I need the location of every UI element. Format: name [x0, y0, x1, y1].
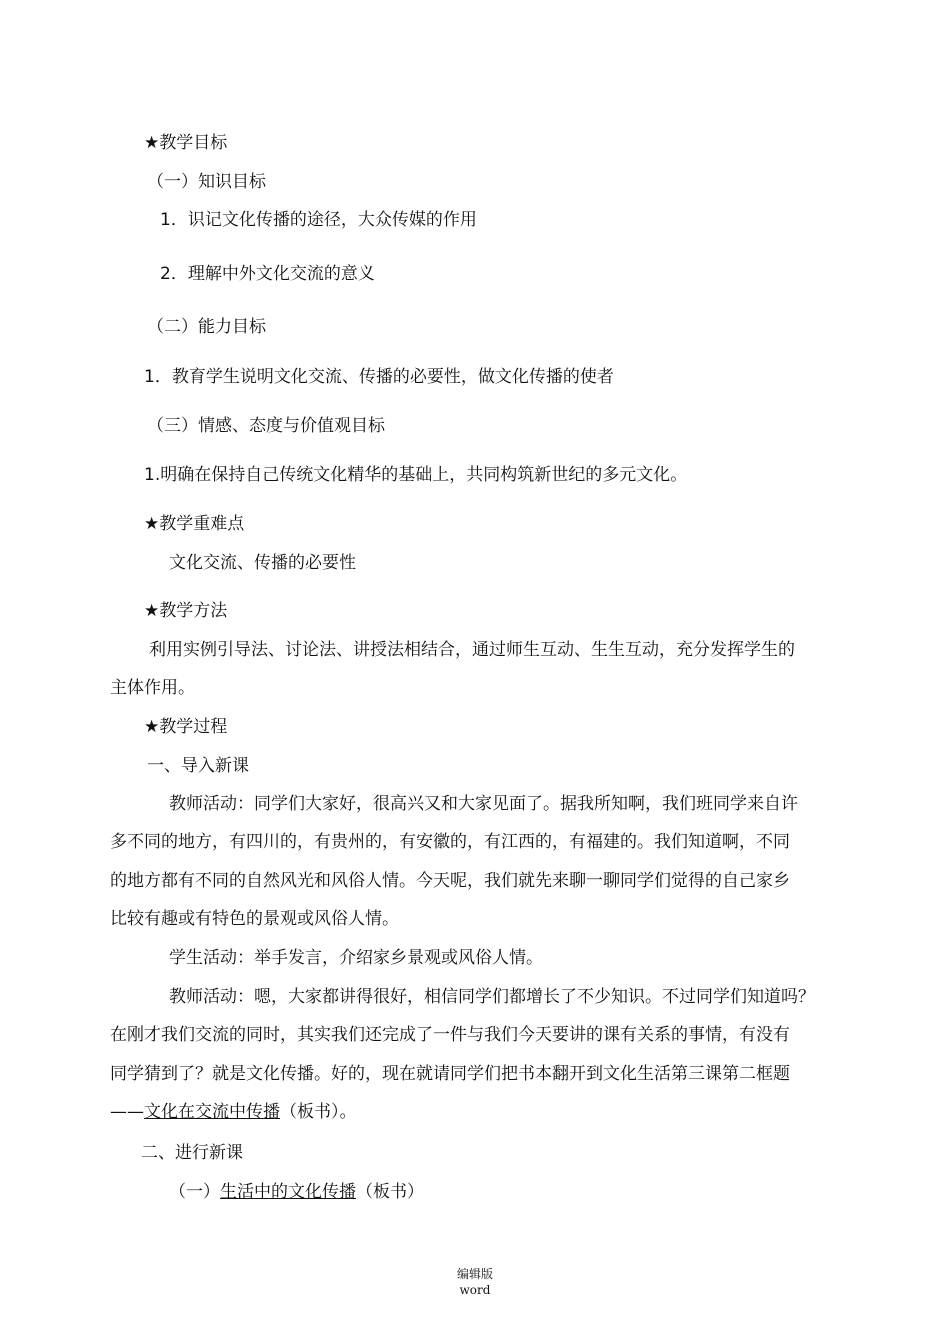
knowledge-goal-2: 2．理解中外文化交流的意义 [160, 264, 375, 284]
teacher-activity-2-line-1: 教师活动：嗯，大家都讲得很好，相信同学们都增长了不少知识。不过同学们知道吗？ [169, 987, 815, 1007]
subsection-1-suffix: （板书） [356, 1182, 424, 1202]
teacher-activity-1-line-4: 比较有趣或有特色的景观或风俗人情。 [110, 909, 399, 929]
process-heading: ★教学过程 [144, 717, 228, 737]
subsection-1-title: 生活中的文化传播 [220, 1182, 356, 1202]
knowledge-goal-1: 1．识记文化传播的途径，大众传媒的作用 [160, 210, 477, 230]
student-activity-1: 学生活动：举手发言，介绍家乡景观或风俗人情。 [169, 948, 543, 968]
emotion-goals-heading: （三）情感、态度与价值观目标 [147, 416, 385, 436]
teacher-activity-1-line-2: 多不同的地方，有四川的，有贵州的，有安徽的，有江西的，有福建的。我们知道啊，不同 [110, 832, 790, 852]
footer-word-label: word [459, 1283, 491, 1297]
ability-goal-1: 1．教育学生说明文化交流、传播的必要性，做文化传播的使者 [144, 367, 614, 387]
ability-goals-heading: （二）能力目标 [147, 317, 266, 337]
new-lesson-heading: 二、进行新课 [141, 1143, 243, 1163]
teacher-activity-2-line-2: 在刚才我们交流的同时，其实我们还完成了一件与我们今天要讲的课有关系的事情，有没有 [110, 1025, 790, 1045]
teaching-goals-heading: ★教学目标 [144, 133, 228, 153]
emotion-goal-1: 1.明确在保持自己传统文化精华的基础上，共同构筑新世纪的多元文化。 [144, 465, 688, 485]
board-title-lesson: 文化在交流中传播 [144, 1102, 280, 1122]
methods-heading: ★教学方法 [144, 601, 228, 621]
key-points-text: 文化交流、传播的必要性 [169, 553, 356, 573]
dash-prefix: —— [110, 1102, 144, 1122]
methods-line-1: 利用实例引导法、讨论法、讲授法相结合，通过师生互动、生生互动，充分发挥学生的 [149, 640, 795, 660]
methods-line-2: 主体作用。 [110, 678, 195, 698]
teacher-activity-2-line-3: 同学猜到了？就是文化传播。好的，现在就请同学们把书本翻开到文化生活第三课第二框题 [110, 1064, 790, 1084]
knowledge-goals-heading: （一）知识目标 [147, 172, 266, 192]
intro-heading: 一、导入新课 [147, 756, 249, 776]
key-points-heading: ★教学重难点 [144, 514, 245, 534]
board-note-suffix: （板书）。 [280, 1102, 357, 1122]
footer-edition-label: 编辑版 [456, 1267, 493, 1281]
teacher-activity-2-line-4 [110, 1100, 357, 1124]
teacher-activity-1-line-1: 教师活动：同学们大家好，很高兴又和大家见面了。据我所知啊，我们班同学来自许 [169, 794, 798, 814]
teacher-activity-1-line-3: 的地方都有不同的自然风光和风俗人情。今天呢，我们就先来聊一聊同学们觉得的自己家乡 [110, 871, 790, 891]
subsection-1 [169, 1180, 424, 1204]
subsection-1-prefix: （一） [169, 1182, 220, 1202]
